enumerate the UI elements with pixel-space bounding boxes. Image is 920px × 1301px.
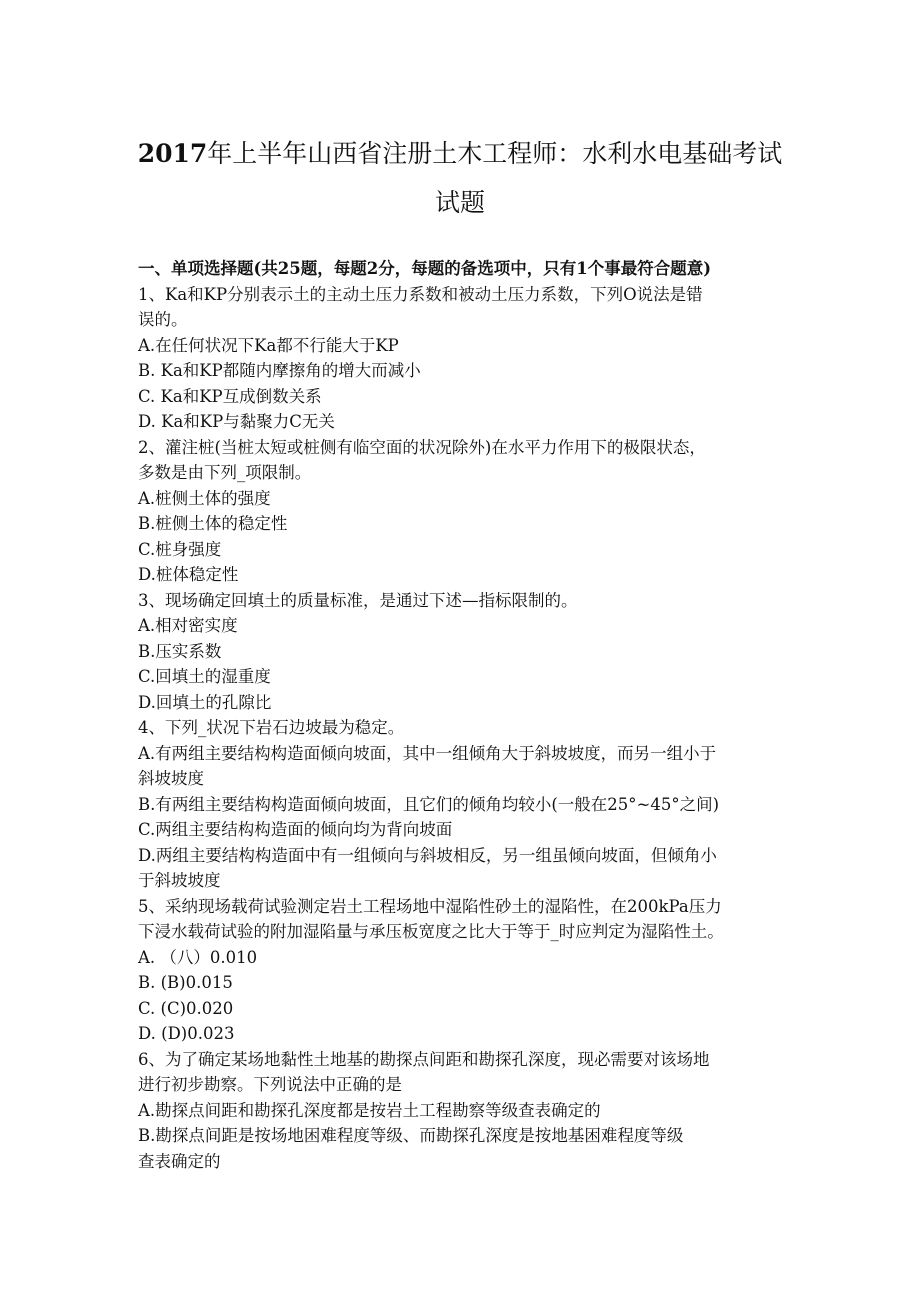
option-c: C.两组主要结构构造面的倾向均为背向坡面 <box>138 820 453 839</box>
option-a: A.有两组主要结构构造面倾向坡面，其中一组倾角大于斜坡坡度，而另一组小于 <box>138 743 717 763</box>
option-b: B.勘探点间距是按场地困难程度等级、而勘探孔深度是按地基困难程度等级 <box>138 1126 684 1145</box>
option-b: B.有两组主要结构构造面倾向坡面，且它们的倾角均较小(一般在25°~45°之间) <box>138 794 720 814</box>
option-c: C. (C)0.020 <box>138 998 234 1018</box>
question-4 <box>138 715 798 894</box>
question-2 <box>138 435 798 588</box>
document-title-line-2: 试题 <box>434 188 485 217</box>
question-stem-line: 3、现场确定回填土的质量标准，是通过下述—指标限制的。 <box>138 590 578 610</box>
option-d: D.桩体稳定性 <box>138 565 239 584</box>
question-1 <box>138 282 798 435</box>
title-text: 年上半年山西省注册土木工程师：水利水电基础考试 <box>207 139 783 168</box>
option-b: B. Ka和KP都随内摩擦角的增大而减小 <box>138 361 421 380</box>
question-stem-line: 2、灌注桩(当桩太短或桩侧有临空面的状况除外)在水平力作用下的极限状态， <box>138 437 706 457</box>
question-stem-line: 下浸水载荷试验的附加湿陷量与承压板宽度之比大于等于_时应判定为湿陷性土。 <box>138 922 724 941</box>
option-d: D. Ka和KP与黏聚力C无关 <box>138 412 335 431</box>
option-c: C.桩身强度 <box>138 539 222 559</box>
question-stem-line: 1、Ka和KP分别表示土的主动土压力系数和被动土压力系数，下列O说法是错 <box>138 284 703 304</box>
option-b: B.压实系数 <box>138 641 222 661</box>
option-a: A.桩侧土体的强度 <box>138 488 271 508</box>
option-b: B.桩侧土体的稳定性 <box>138 514 288 533</box>
question-3 <box>138 588 798 716</box>
option-a: A. （八）0.010 <box>138 947 258 967</box>
question-stem-line: 6、为了确定某场地黏性土地基的勘探点间距和勘探孔深度，现必需要对该场地 <box>138 1049 710 1069</box>
question-stem-line: 误的。 <box>138 310 188 329</box>
option-d: D. (D)0.023 <box>138 1024 235 1043</box>
section-heading: 一、单项选择题(共25题，每题2分，每题的备选项中，只有1个事最符合题意) <box>138 259 712 278</box>
question-stem-line: 5、采纳现场载荷试验测定岩土工程场地中湿陷性砂土的湿陷性，在200kPa压力 <box>138 896 722 916</box>
question-stem-line: 4、下列_状况下岩石边坡最为稳定。 <box>138 718 405 737</box>
option-b: B. (B)0.015 <box>138 973 233 992</box>
option-a: A.在任何状况下Ka都不行能大于KP <box>138 335 399 355</box>
title-year: 2017 <box>137 139 208 168</box>
option-a-continued: 斜坡坡度 <box>138 769 204 788</box>
question-5 <box>138 894 798 1047</box>
option-b-continued: 查表确定的 <box>138 1151 221 1171</box>
question-6 <box>138 1047 798 1175</box>
option-d: D.回填土的孔隙比 <box>138 692 272 712</box>
option-d: D.两组主要结构构造面中有一组倾向与斜坡相反，另一组虽倾向坡面，但倾角小 <box>138 845 717 865</box>
option-a: A.勘探点间距和勘探孔深度都是按岩土工程勘察等级查表确定的 <box>138 1100 601 1120</box>
option-a: A.相对密实度 <box>138 616 238 635</box>
question-stem-line: 多数是由下列_项限制。 <box>138 463 312 482</box>
option-c: C.回填土的湿重度 <box>138 667 271 686</box>
document-body <box>138 256 798 1174</box>
question-stem-line: 进行初步勘察。下列说法中正确的是 <box>138 1075 402 1094</box>
option-c: C. Ka和KP互成倒数关系 <box>138 386 322 406</box>
option-d-continued: 于斜坡坡度 <box>138 871 221 890</box>
document-title-line-1 <box>120 137 800 171</box>
